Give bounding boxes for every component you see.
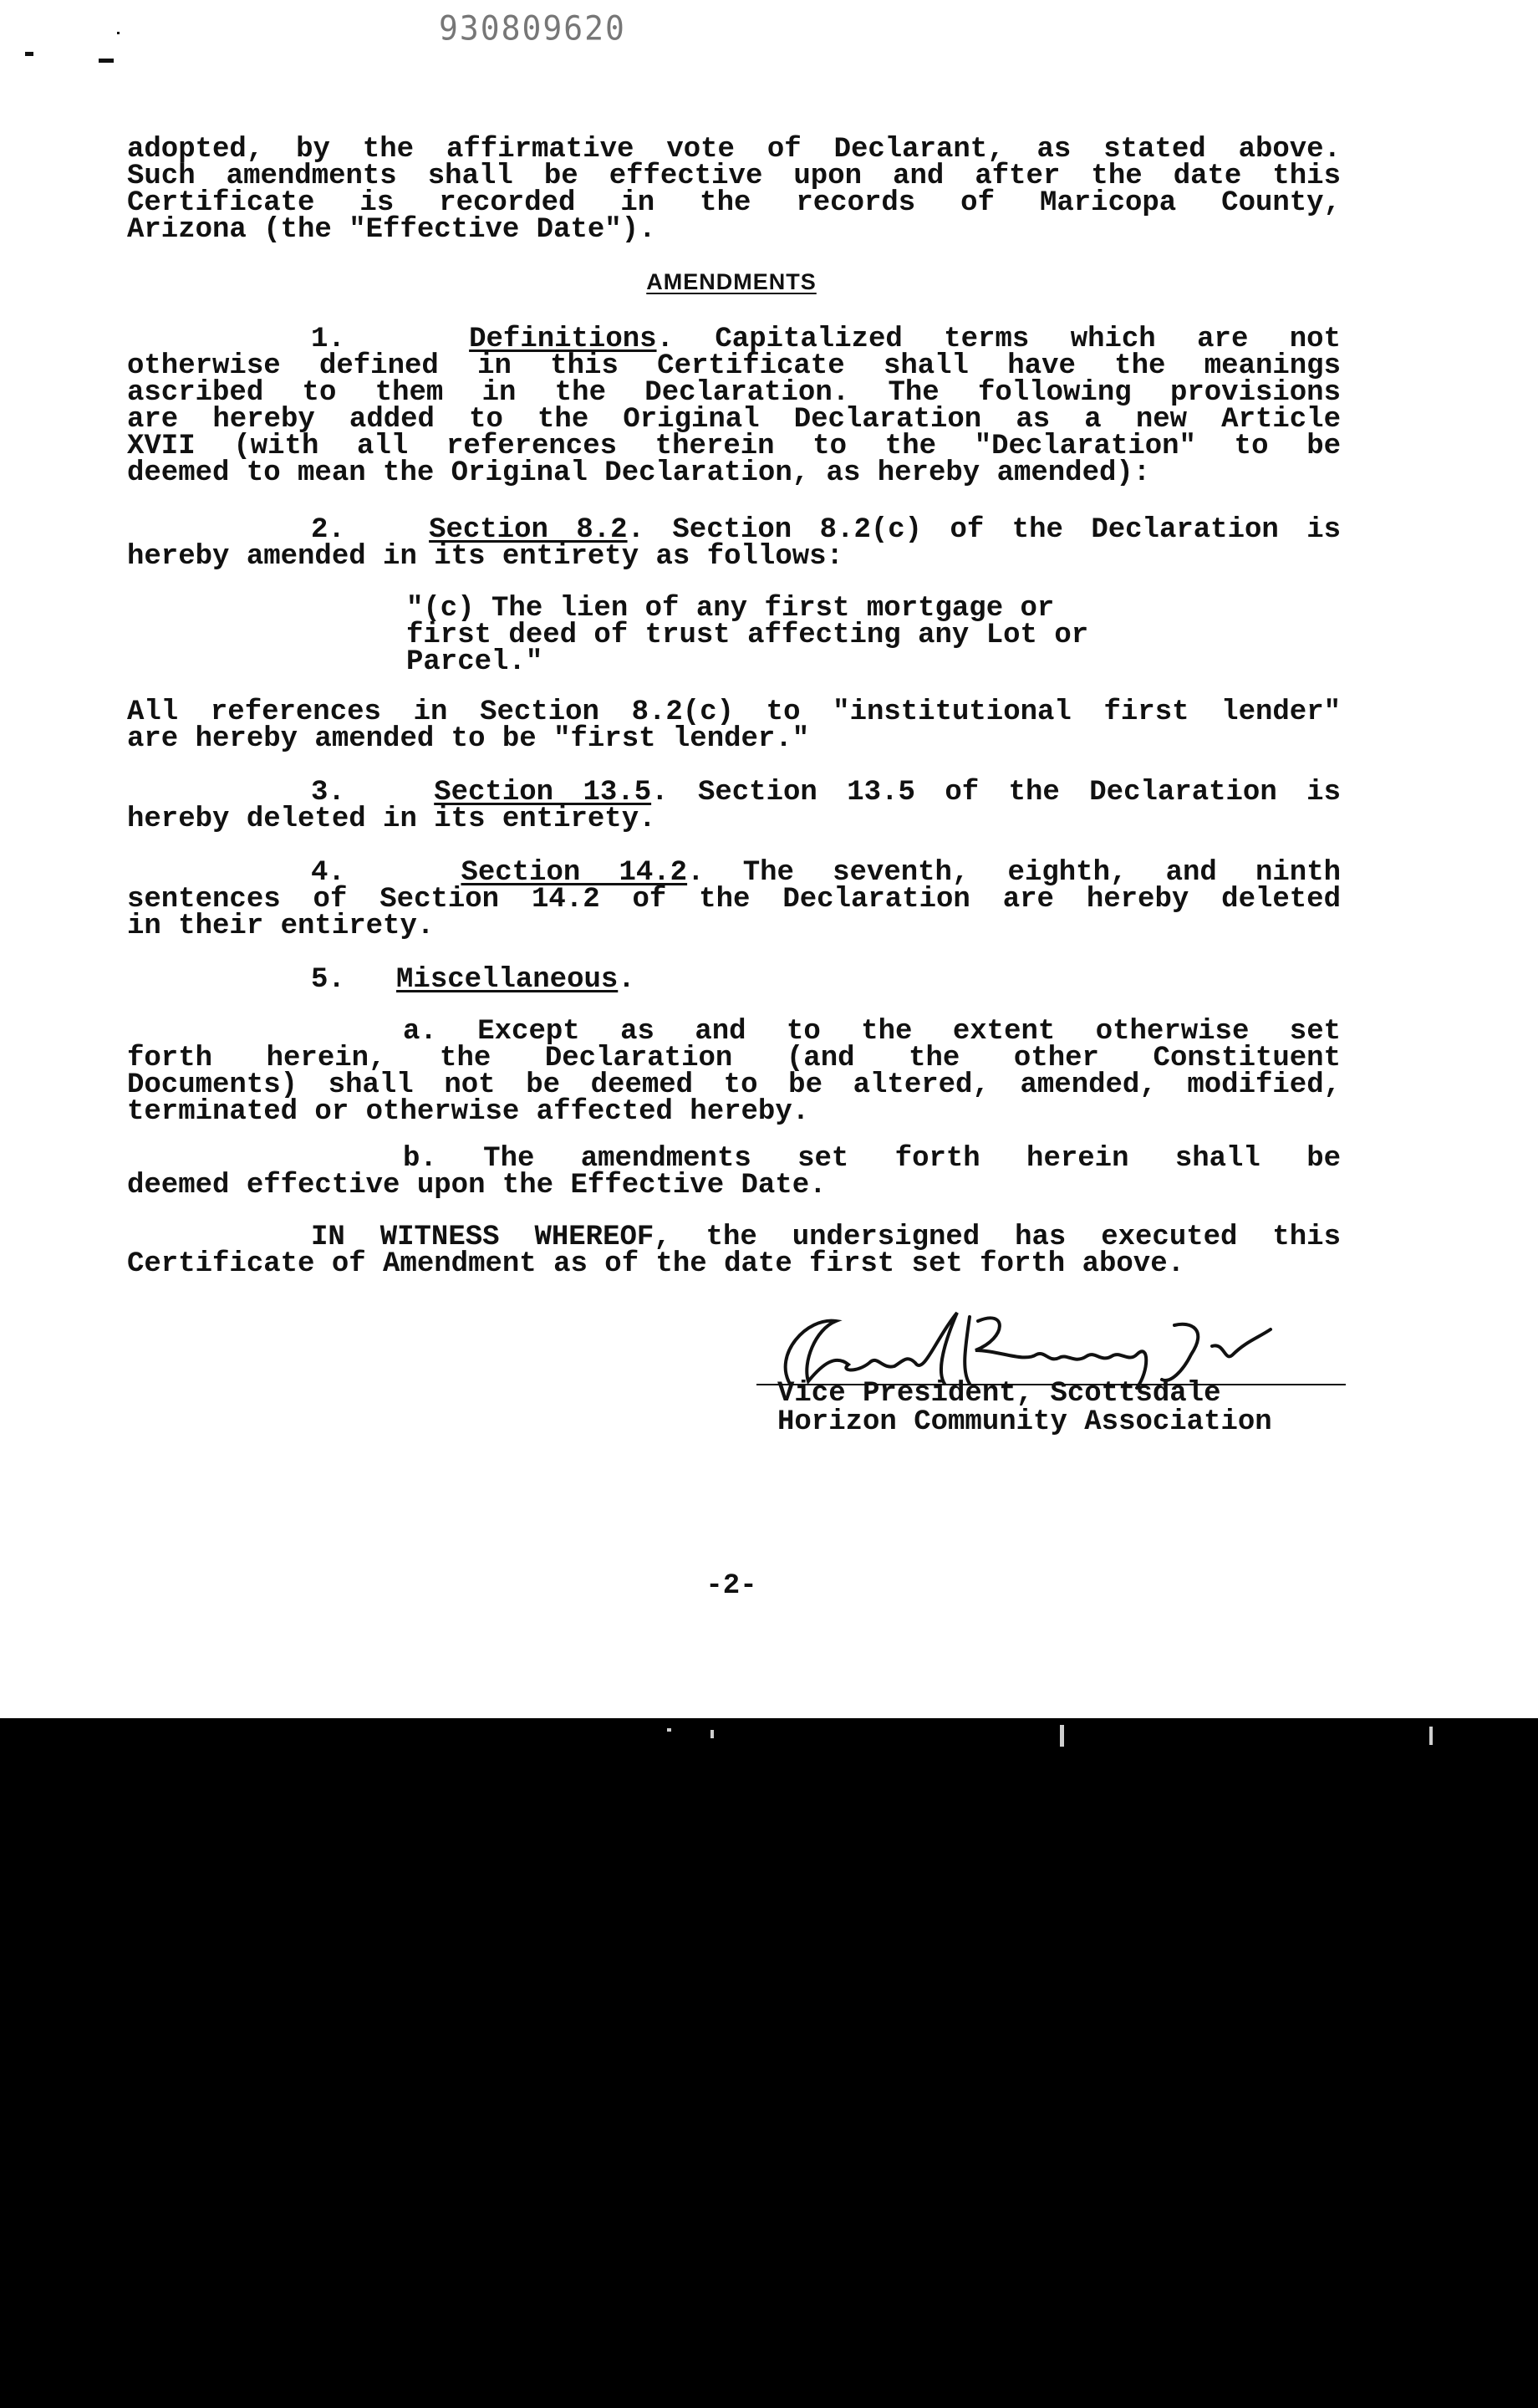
item-first-line-rest: . Capitalized terms which are not xyxy=(656,324,1341,355)
quote-line: "(c) The lien of any first mortgage or xyxy=(406,593,1055,625)
item-miscellaneous-b xyxy=(127,1145,1341,1199)
page-number: -2- xyxy=(705,1570,757,1602)
text-line: IN WITNESS WHEREOF, the undersigned has executed this xyxy=(311,1222,1341,1253)
text-line: deemed effective upon the Effective Date. xyxy=(127,1170,827,1201)
text-line: in their entirety. xyxy=(127,911,435,942)
text-line: All references in Section 8.2(c) to "institutional first lender" xyxy=(127,696,1341,728)
scan-artifact xyxy=(1060,1725,1064,1747)
item-number: 3. xyxy=(311,777,345,809)
item-first-line-rest: . Section 13.5 of the Declaration is xyxy=(651,777,1341,809)
text-line: otherwise defined in this Certificate shall have the meanings xyxy=(127,350,1341,382)
text-line: Documents) shall not be deemed to be altered, amended, modified, xyxy=(127,1069,1341,1101)
signer-organization: Horizon Community Association xyxy=(777,1406,1272,1438)
item-title: Section 13.5 xyxy=(434,777,652,809)
item-first-line-rest: . Section 8.2(c) of the Declaration is xyxy=(627,514,1342,546)
quoted-amendment xyxy=(406,595,1175,676)
text-line: hereby amended in its entirety as follows: xyxy=(127,541,843,573)
item-section-14-2 xyxy=(127,857,1342,942)
text-line: deemed to mean the Original Declaration, as hereby amended): xyxy=(127,457,1151,489)
text-line xyxy=(127,326,1341,353)
text-line xyxy=(127,514,1342,546)
signer-title: Vice President, Scottsdale xyxy=(777,1378,1221,1410)
quote-line: Parcel." xyxy=(406,646,543,678)
item-number: 4. xyxy=(311,857,345,889)
item-title: Section 14.2 xyxy=(461,857,688,889)
item-title-suffix: . xyxy=(618,964,635,996)
scan-artifact xyxy=(1429,1727,1433,1745)
text-line: forth herein, the Declaration (and the other Constituent xyxy=(127,1043,1341,1074)
scan-speck xyxy=(117,32,120,34)
text-line xyxy=(127,777,1341,809)
text-line: ascribed to them in the Declaration. The following provisions xyxy=(127,377,1341,409)
text-line: adopted, by the affirmative vote of Declarant, as stated above. xyxy=(127,134,1341,166)
text-line: hereby deleted in its entirety. xyxy=(127,804,656,835)
witness-paragraph xyxy=(127,1224,1341,1278)
text-line: Such amendments shall be effective upon and after the date this xyxy=(127,161,1341,192)
item-definitions xyxy=(127,326,1341,487)
scan-black-margin xyxy=(0,1718,1538,2408)
text-line: Arizona (the "Effective Date"). xyxy=(127,214,656,246)
item-first-line-rest: . The seventh, eighth, and ninth xyxy=(687,857,1342,889)
signer-block xyxy=(777,1380,1272,1436)
amendments-heading: AMENDMENTS xyxy=(646,269,817,294)
item-miscellaneous-a xyxy=(127,1016,1341,1128)
scan-artifact xyxy=(667,1728,671,1732)
text-line: Certificate is recorded in the records of Maricopa County, xyxy=(127,187,1341,219)
item-title: Section 8.2 xyxy=(429,514,628,546)
recording-stamp-number: 930809620 xyxy=(439,8,626,48)
scan-speck xyxy=(25,52,33,56)
item-miscellaneous xyxy=(127,964,1341,996)
scan-artifact xyxy=(710,1730,714,1738)
item-section-8-2-references xyxy=(127,696,1341,755)
text-line: XVII (with all references therein to the "Declaration" to be xyxy=(127,431,1341,462)
text-line xyxy=(127,857,1342,889)
text-line: a. Except as and to the extent otherwise set xyxy=(403,1016,1341,1048)
item-section-13-5 xyxy=(127,779,1341,833)
item-title: Miscellaneous xyxy=(396,964,619,996)
item-section-8-2 xyxy=(127,514,1342,573)
quote-line: first deed of trust affecting any Lot or xyxy=(406,620,1089,651)
item-title: Definitions xyxy=(469,324,657,355)
intro-paragraph xyxy=(127,134,1341,246)
text-line xyxy=(127,964,1341,996)
text-line: terminated or otherwise affected hereby. xyxy=(127,1096,810,1128)
text-line: b. The amendments set forth herein shall be xyxy=(403,1143,1341,1175)
item-number: 5. xyxy=(311,964,345,996)
text-line: are hereby added to the Original Declaration as a new Article xyxy=(127,404,1341,436)
text-line: are hereby amended to be "first lender." xyxy=(127,723,810,755)
item-number: 2. xyxy=(311,514,345,546)
scan-speck xyxy=(99,59,114,63)
text-line: sentences of Section 14.2 of the Declaration are hereby deleted xyxy=(127,884,1341,916)
text-line: Certificate of Amendment as of the date first set forth above. xyxy=(127,1248,1185,1280)
item-number: 1. xyxy=(311,324,345,355)
